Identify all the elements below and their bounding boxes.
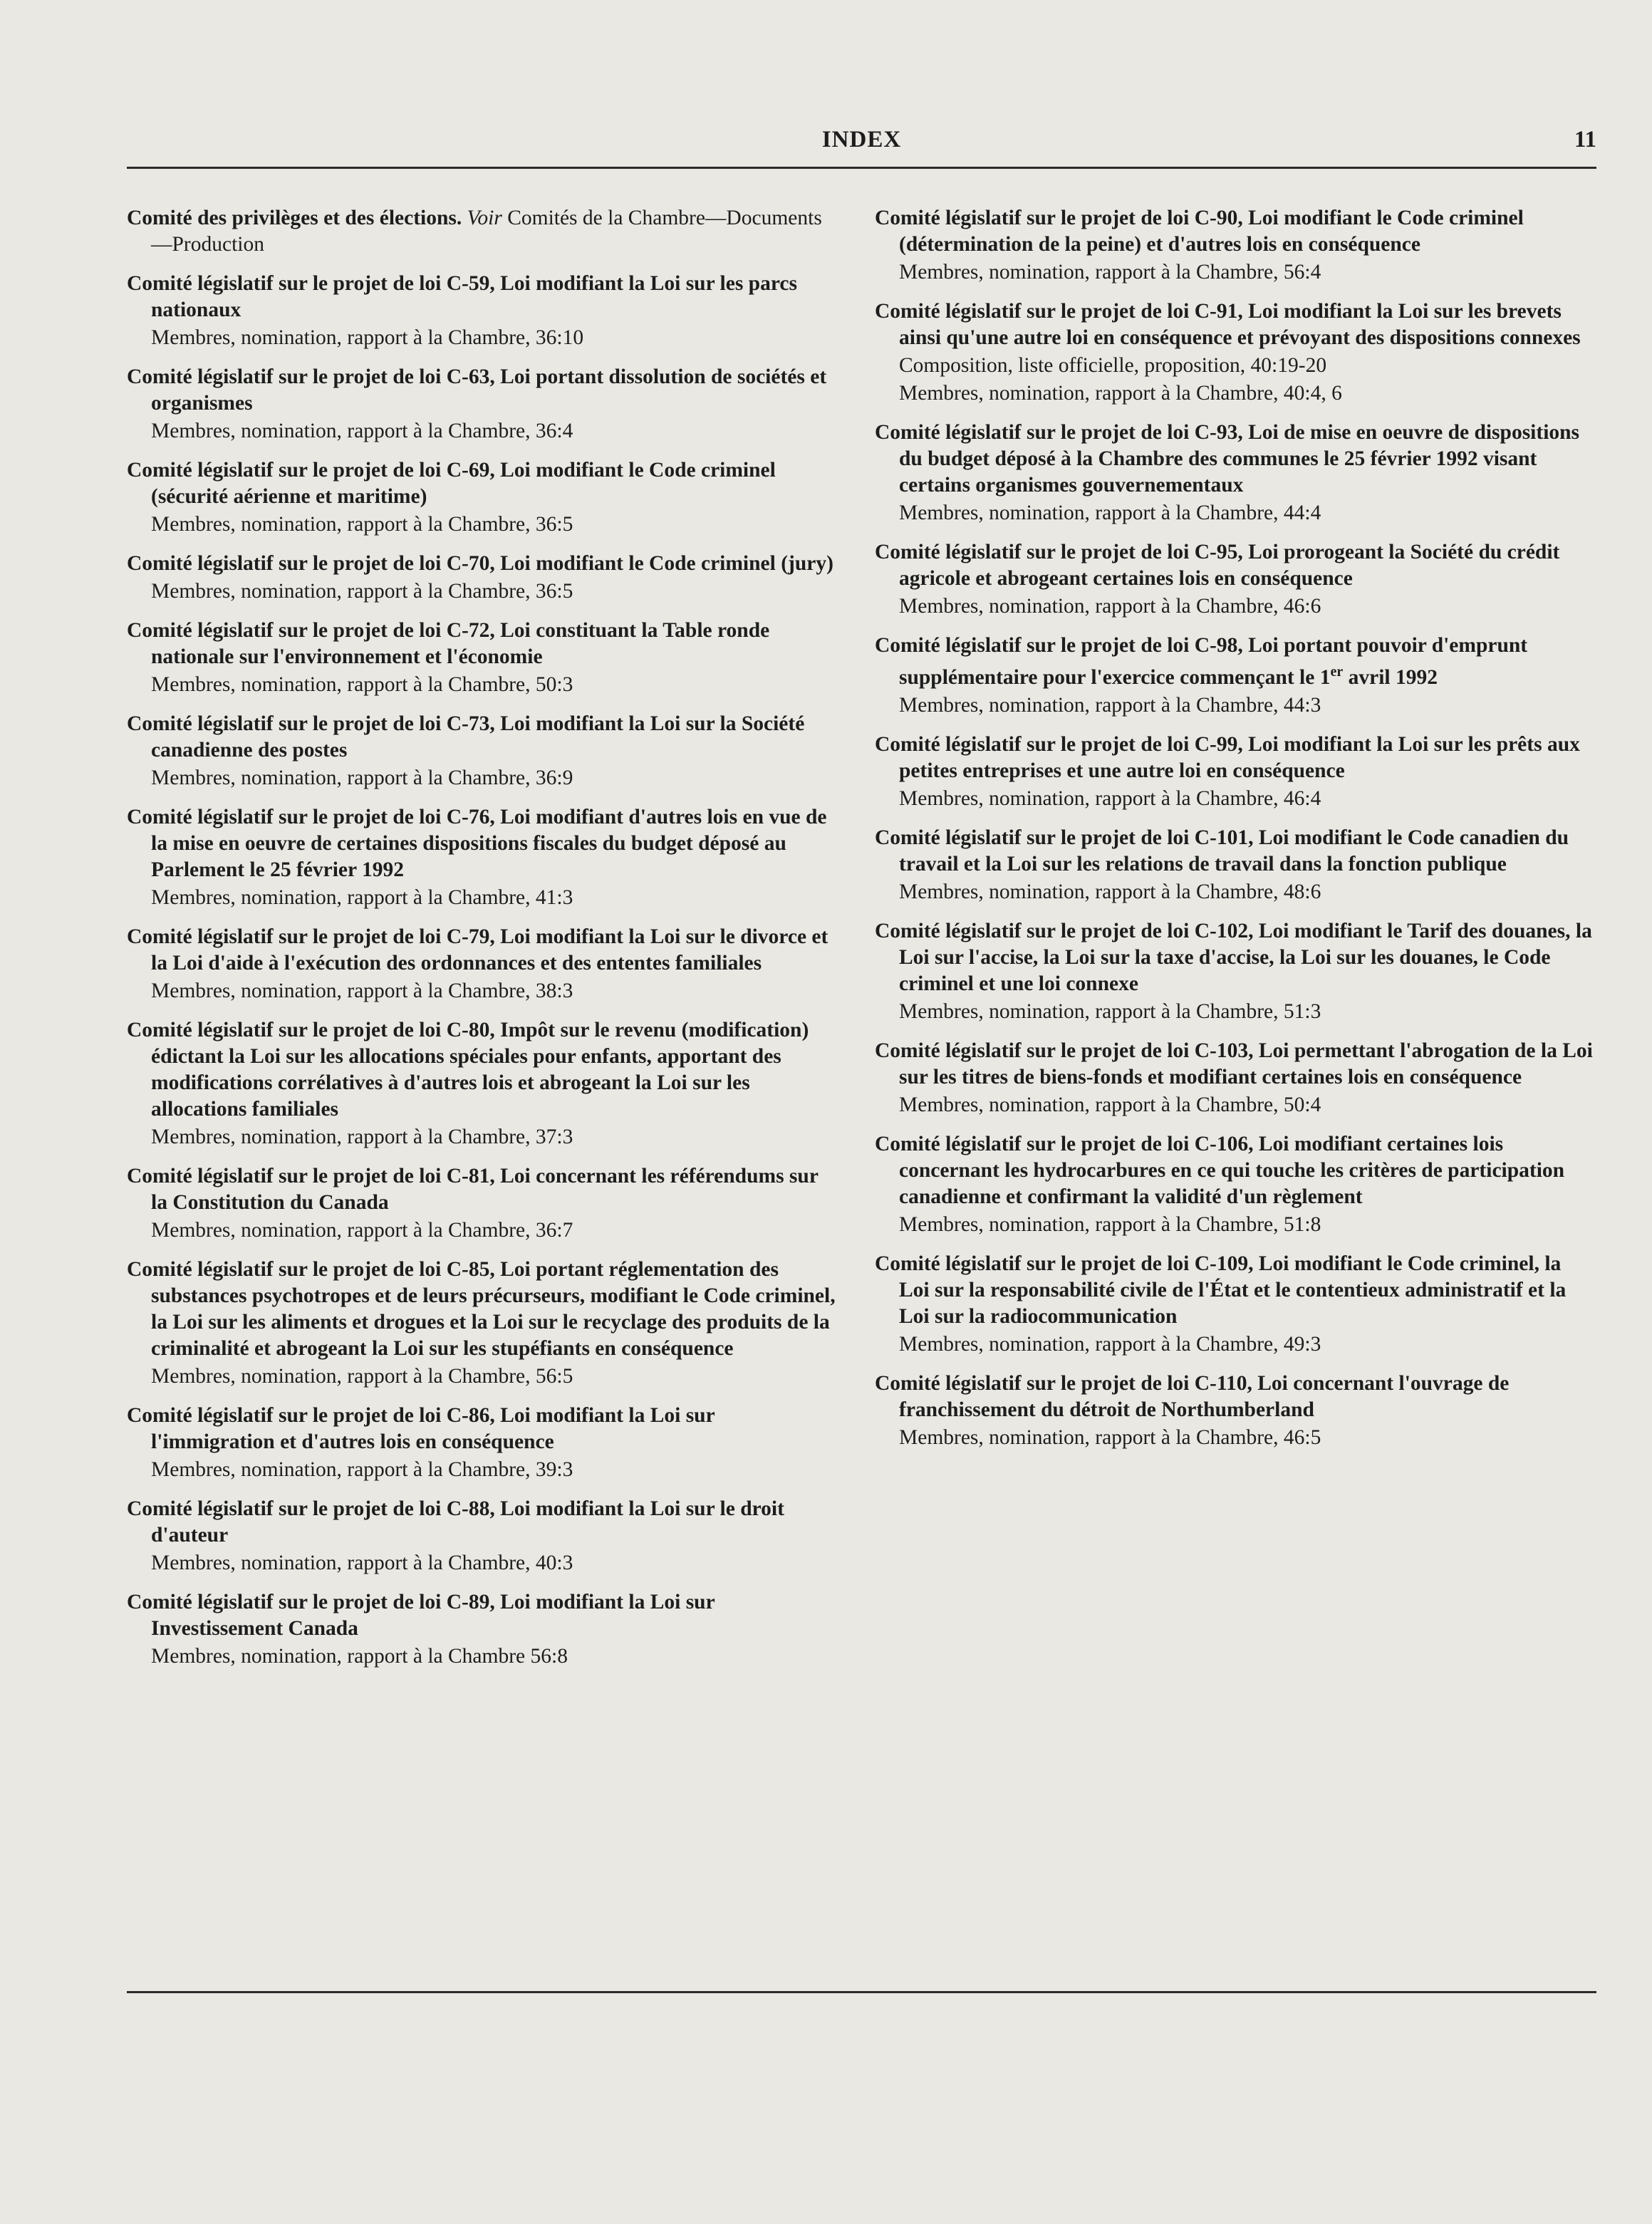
- entry-heading: [875, 633, 1594, 691]
- entry-heading-text: Comité législatif sur le projet de loi C-98, Loi portant pouvoir d'emprunt supplémentaire pour l'exercice commençant le: [875, 634, 1528, 689]
- entry-subheading: Membres, nomination, rapport à la Chambre, 36:9: [151, 767, 573, 789]
- entry-heading: [875, 205, 1594, 258]
- index-entry: [127, 1163, 839, 1244]
- entry-heading-text: Comité législatif sur le projet de loi C-76, Loi modifiant d'autres lois en vue de la mise en oeuvre de certaines dispositions fiscales du budget déposé au Parlement le 25 février 1992: [127, 806, 827, 881]
- entry-subheading: Membres, nomination, rapport à la Chambre, 50:4: [899, 1093, 1321, 1116]
- entry-heading-text: Comité législatif sur le projet de loi C-81, Loi concernant les référendums sur la Constitution du Canada: [127, 1165, 819, 1214]
- index-entry: [127, 1403, 839, 1483]
- heading-tail: avril 1992: [1343, 665, 1438, 689]
- entry-subheading: Membres, nomination, rapport à la Chambre, 48:6: [899, 880, 1321, 903]
- index-entry: [875, 420, 1594, 526]
- entry-heading: [127, 924, 839, 977]
- entry-subheading: Membres, nomination, rapport à la Chambre, 38:3: [151, 980, 573, 1002]
- entry-heading: [127, 364, 839, 417]
- entry-subheading: Membres, nomination, rapport à la Chambre, 41:3: [151, 886, 573, 909]
- see-reference-label: Voir: [467, 207, 502, 229]
- entry-heading: [127, 551, 839, 577]
- index-entry: [127, 1496, 839, 1576]
- entry-heading-text: Comité législatif sur le projet de loi C-93, Loi de mise en oeuvre de dispositions du budget déposé à la Chambre des communes le 25 février 1992 visant certains organismes gouvernementaux: [875, 421, 1580, 497]
- entry-subheading: Composition, liste officielle, proposition, 40:19-20: [899, 354, 1327, 377]
- entry-subheading: Membres, nomination, rapport à la Chambre 56:8: [151, 1645, 568, 1668]
- entry-subheading: Membres, nomination, rapport à la Chambre, 36:7: [151, 1219, 573, 1242]
- index-entry: [127, 1589, 839, 1670]
- entry-subheading: Membres, nomination, rapport à la Chambre, 36:5: [151, 513, 573, 536]
- index-entry: [875, 539, 1594, 620]
- entry-heading-text: Comité des privilèges et des élections.: [127, 207, 462, 229]
- index-entry: [127, 618, 839, 698]
- index-entry: [875, 298, 1594, 407]
- index-entry: [875, 732, 1594, 812]
- entry-heading: [127, 1589, 839, 1642]
- entry-subheading: Membres, nomination, rapport à la Chambre, 39:3: [151, 1458, 573, 1481]
- index-entry: [875, 918, 1594, 1025]
- entry-heading: [127, 711, 839, 764]
- entry-heading-text: Comité législatif sur le projet de loi C-86, Loi modifiant la Loi sur l'immigration et d'autres lois en conséquence: [127, 1404, 715, 1453]
- entry-subheading: Membres, nomination, rapport à la Chambre, 51:3: [899, 999, 1321, 1023]
- entry-heading: [127, 1163, 839, 1216]
- entry-subheading: Membres, nomination, rapport à la Chambre, 46:6: [899, 595, 1321, 618]
- entry-heading-text: Comité législatif sur le projet de loi C-80, Impôt sur le revenu (modification) édictant la Loi sur les allocations spéciales pour enfants, apportant des modifications corrélatives à d'autres lois et abrogeant la Loi sur les allocations familiales: [127, 1019, 809, 1121]
- entry-subheading: Membres, nomination, rapport à la Chambre, 40:3: [151, 1552, 573, 1574]
- entry-heading-text: Comité législatif sur le projet de loi C-73, Loi modifiant la Loi sur la Société canadienne des postes: [127, 712, 805, 762]
- entry-heading: [875, 1371, 1594, 1423]
- index-entry: [875, 825, 1594, 905]
- entry-heading: [127, 618, 839, 670]
- right-column: [875, 205, 1594, 1464]
- entry-subheading: Membres, nomination, rapport à la Chambre, 37:3: [151, 1126, 573, 1148]
- index-entry: [127, 1017, 839, 1150]
- footer-rule: [127, 1991, 1596, 1993]
- entry-heading-text: Comité législatif sur le projet de loi C-109, Loi modifiant le Code criminel, la Loi sur la responsabilité civile de l'État et le contentieux administratif et la Loi sur la radiocommunication: [875, 1252, 1567, 1328]
- index-entry: [875, 1251, 1594, 1358]
- left-column: [127, 205, 839, 1683]
- entry-subheading: Membres, nomination, rapport à la Chambre, 56:4: [899, 261, 1321, 284]
- entry-heading-text: Comité législatif sur le projet de loi C-59, Loi modifiant la Loi sur les parcs nationaux: [127, 272, 797, 321]
- entry-heading: [875, 1251, 1594, 1330]
- index-entry: [127, 711, 839, 791]
- entry-subheading: Membres, nomination, rapport à la Chambre, 40:4, 6: [899, 382, 1342, 405]
- entry-heading-text: Comité législatif sur le projet de loi C-72, Loi constituant la Table ronde nationale sur l'environnement et l'économie: [127, 619, 770, 668]
- entry-heading-text: Comité législatif sur le projet de loi C-110, Loi concernant l'ouvrage de franchissement du détroit de Northumberland: [875, 1371, 1510, 1421]
- entry-heading-text: Comité législatif sur le projet de loi C-63, Loi portant dissolution de sociétés et organismes: [127, 365, 827, 415]
- entry-subheading: Membres, nomination, rapport à la Chambre, 44:4: [899, 502, 1321, 524]
- entry-heading: [875, 539, 1594, 592]
- entry-heading: [127, 1017, 839, 1123]
- entry-subheading: Membres, nomination, rapport à la Chambre, 46:4: [899, 786, 1321, 810]
- index-entry: [127, 924, 839, 1004]
- entry-subheading: Membres, nomination, rapport à la Chambre, 49:3: [899, 1332, 1321, 1356]
- entry-heading: [127, 271, 839, 323]
- index-entry: [127, 364, 839, 445]
- index-entry: [127, 205, 839, 258]
- entry-heading: [127, 1257, 839, 1362]
- entry-subheading: Membres, nomination, rapport à la Chambre, 46:5: [899, 1425, 1321, 1449]
- entry-heading: [875, 825, 1594, 878]
- index-entry: [127, 804, 839, 911]
- entry-heading-text: Comité législatif sur le projet de loi C-102, Loi modifiant le Tarif des douanes, la Loi sur l'accise, la Loi sur la taxe d'accise, la Loi sur les douanes, le Code criminel et une loi connexe: [875, 919, 1592, 995]
- entry-heading-text: Comité législatif sur le projet de loi C-90, Loi modifiant le Code criminel (détermination de la peine) et d'autres lois en conséquence: [875, 207, 1524, 256]
- entry-subheading: Membres, nomination, rapport à la Chambre, 36:5: [151, 580, 573, 603]
- index-entry: [875, 1131, 1594, 1238]
- entry-heading: [127, 1403, 839, 1455]
- entry-subheading: Membres, nomination, rapport à la Chambre, 56:5: [151, 1365, 573, 1388]
- entry-subheading: Membres, nomination, rapport à la Chambre, 36:4: [151, 420, 573, 442]
- entry-heading-text: Comité législatif sur le projet de loi C-91, Loi modifiant la Loi sur les brevets ainsi qu'une autre loi en conséquence et prévoyant des dispositions connexes: [875, 300, 1581, 349]
- entry-heading-text: Comité législatif sur le projet de loi C-101, Loi modifiant le Code canadien du travail et la Loi sur les relations de travail dans la fonction publique: [875, 826, 1569, 875]
- entry-subheading: Membres, nomination, rapport à la Chambre, 51:8: [899, 1212, 1321, 1236]
- entry-heading: [875, 420, 1594, 499]
- entry-heading: [127, 804, 839, 883]
- entry-subheading: Membres, nomination, rapport à la Chambre, 44:3: [899, 693, 1321, 717]
- entry-heading-text: Comité législatif sur le projet de loi C-89, Loi modifiant la Loi sur Investissement Canada: [127, 1591, 715, 1640]
- entry-heading: [875, 298, 1594, 351]
- entry-subheading: Membres, nomination, rapport à la Chambre, 36:10: [151, 326, 584, 349]
- entry-heading-text: Comité législatif sur le projet de loi C-88, Loi modifiant la Loi sur le droit d'auteur: [127, 1497, 784, 1547]
- entry-heading-text: Comité législatif sur le projet de loi C-95, Loi prorogeant la Société du crédit agricole et abrogeant certaines lois en conséquence: [875, 541, 1560, 590]
- index-entry: [127, 551, 839, 605]
- page-number: 11: [1574, 127, 1596, 152]
- page-title: INDEX: [821, 127, 902, 152]
- index-entry: [127, 1257, 839, 1390]
- index-entry: [875, 633, 1594, 719]
- entry-heading: [875, 732, 1594, 784]
- page-header: [127, 127, 1596, 170]
- entry-heading: [875, 1038, 1594, 1091]
- index-entry: [875, 1038, 1594, 1118]
- entry-subheading: Membres, nomination, rapport à la Chambre, 50:3: [151, 673, 573, 696]
- entry-heading: [875, 918, 1594, 997]
- entry-heading-text: Comité législatif sur le projet de loi C-103, Loi permettant l'abrogation de la Loi sur les titres de biens-fonds et modifiant certaines lois en conséquence: [875, 1039, 1593, 1088]
- entry-heading-text: Comité législatif sur le projet de loi C-99, Loi modifiant la Loi sur les prêts aux petites entreprises et une autre loi en conséquence: [875, 732, 1580, 782]
- heading-superscript: er: [1330, 664, 1344, 680]
- index-entry: [875, 1371, 1594, 1451]
- cross-reference: Comités de la Chambre—Documents—Production: [151, 207, 822, 256]
- entry-heading: [127, 1496, 839, 1549]
- entry-heading-text: Comité législatif sur le projet de loi C-85, Loi portant réglementation des substances psychotropes et de leurs précurseurs, modifiant le Code criminel, la Loi sur les aliments et drogues et la Loi sur le recyclage des produits de la criminalité et abrogeant la Loi sur les stupéfiants en conséquence: [127, 1258, 836, 1360]
- header-rule: [127, 167, 1596, 169]
- entry-heading: [127, 205, 839, 258]
- heading-ordinal-number: 1: [1319, 665, 1331, 689]
- entry-heading: [127, 457, 839, 510]
- index-entry: [127, 271, 839, 351]
- entry-heading-text: Comité législatif sur le projet de loi C-70, Loi modifiant le Code criminel (jury): [127, 552, 833, 575]
- entry-heading: [875, 1131, 1594, 1210]
- index-entry: [127, 457, 839, 538]
- entry-heading-text: Comité législatif sur le projet de loi C-69, Loi modifiant le Code criminel (sécurité aérienne et maritime): [127, 459, 776, 508]
- entry-heading-text: Comité législatif sur le projet de loi C-79, Loi modifiant la Loi sur le divorce et la Loi d'aide à l'exécution des ordonnances et des ententes familiales: [127, 925, 828, 975]
- entry-heading-text: Comité législatif sur le projet de loi C-106, Loi modifiant certaines lois concernant les hydrocarbures en ce qui touche les critères de participation canadienne et confirmant la validité d'un règlement: [875, 1132, 1565, 1208]
- index-entry: [875, 205, 1594, 286]
